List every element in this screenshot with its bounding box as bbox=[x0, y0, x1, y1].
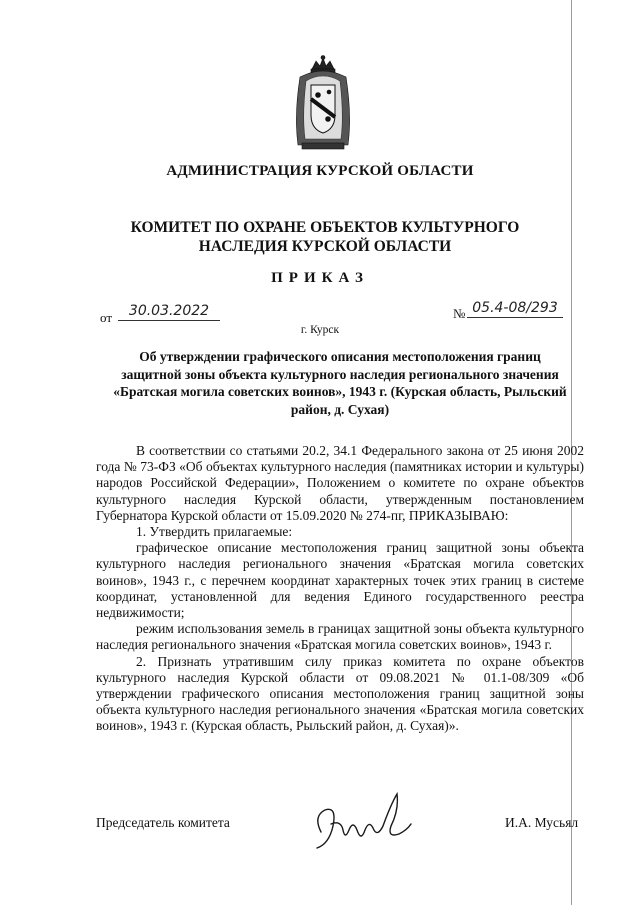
document-type: ПРИКАЗ bbox=[271, 270, 369, 286]
item-2: 2. Признать утратившим силу приказ комитета по охране объектов культурного наследия Курской области от 09.08.2021 № 01.1-08/309 «Об утверждении графического описания местоположения границ защитной зоны объекта культурного наследия регионального значения «Братская могила советских воинов», 1943 г. (Курская область, Рыльский район, д. Сухая)». bbox=[96, 653, 584, 734]
number-label: № bbox=[453, 306, 466, 321]
document-date: 30.03.2022 bbox=[118, 303, 220, 321]
signer-title: Председатель комитета bbox=[96, 815, 230, 830]
date-label: от bbox=[100, 310, 113, 325]
handwritten-signature-icon bbox=[307, 786, 417, 856]
signer-name: И.А. Мусьял bbox=[505, 815, 579, 830]
item-1: 1. Утвердить прилагаемые: bbox=[136, 524, 293, 540]
administration-title: АДМИНИСТРАЦИЯ КУРСКОЙ ОБЛАСТИ bbox=[166, 163, 474, 179]
coat-of-arms-icon bbox=[292, 55, 354, 151]
document-body bbox=[96, 443, 584, 735]
document-number: 05.4-08/293 bbox=[467, 300, 563, 318]
item-1-b: режим использования земель в границах защитной зоны объекта культурного наследия регионального значения «Братская могила советских воинов», 1943 г. bbox=[96, 621, 584, 653]
city: г. Курск bbox=[300, 324, 340, 336]
committee-title: КОМИТЕТ ПО ОХРАНЕ ОБЪЕКТОВ КУЛЬТУРНОГО НАСЛЕДИЯ КУРСКОЙ ОБЛАСТИ bbox=[130, 219, 520, 255]
item-1-a: графическое описание местоположения границ защитной зоны объекта культурного наследия регионального значения «Братская могила советских воинов», 1943 г., с перечнем координат характерных точек этих границ в системе координат, установленной для ведения Единого государственного реестра недвижимости; bbox=[96, 540, 584, 621]
document-subject: Об утверждении графического описания местоположения границ защитной зоны объекта культурного наследия регионального значения «Братская могила советских воинов», 1943 г. (Курская область, Рыльский район, д. Сухая) bbox=[113, 349, 567, 417]
preamble-paragraph: В соответствии со статьями 20.2, 34.1 Федерального закона от 25 июня 2002 года № 73-ФЗ «Об объектах культурного наследия (памятниках истории и культуры) народов Российской Федерации», Положением о комитете по охране объектов культурного наследия Курской области, утвержденным постановлением Губернатора Курской области от 15.09.2020 № 274-пг, ПРИКАЗЫВАЮ: bbox=[96, 443, 584, 523]
